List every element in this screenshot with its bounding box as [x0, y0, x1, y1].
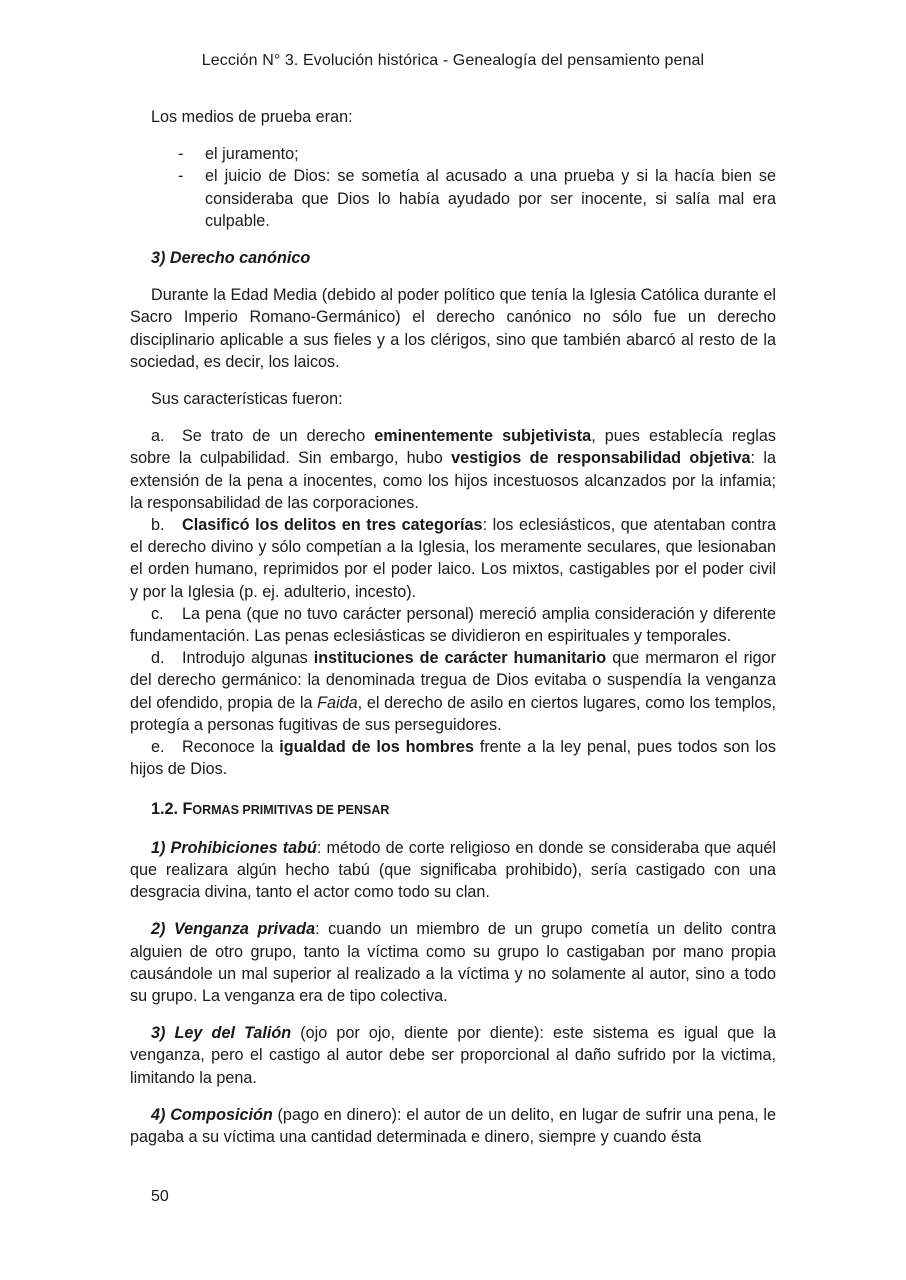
- list-item: - el juramento;: [130, 143, 776, 165]
- section-heading: 1.2. FORMAS PRIMITIVAS DE PENSAR: [151, 800, 390, 819]
- list-item: d. Introdujo algunas instituciones de carácter humanitario que mermaron el rigor del derecho germánico: la denominada tregua de Dios evitaba o suspendía la venganza del ofendido, propia de la Faida, el derecho de asilo en ciertos lugares, como los templos, protegía a personas fugitivas de sus perseguidores.: [130, 649, 776, 734]
- form-paragraph: 3) Ley del Talión (ojo por ojo, diente por diente): este sistema es igual que la venganza, pero el castigo al autor debe ser proporcional al daño sufrido por la victima, limitando la pena.: [130, 1024, 776, 1087]
- list-item: a. Se trato de un derecho eminentemente subjetivista, pues establecía reglas sobre la culpabilidad. Sin embargo, hubo vestigios de responsabilidad objetiva: la extensión de la pena a inocentes, como los hijos incestuosos alcanzados por la infamia; la responsabilidad de las corporaciones.: [130, 427, 776, 512]
- list-item: c. La pena (que no tuvo carácter personal) mereció amplia consideración y diferente fundamentación. Las penas eclesiásticas se dividieron en espirituales y temporales.: [130, 604, 776, 646]
- characteristics-list: [130, 425, 776, 780]
- list-item: e. Reconoce la igualdad de los hombres frente a la ley penal, pues todos son los hijos de Dios.: [130, 738, 777, 779]
- list-item: b. Clasificó los delitos en tres categorías: los eclesiásticos, que atentaban contra el derecho divino y sólo competían a la Iglesia, los meramente seculares, que lesionaban el orden humano, reprimidos por el poder laico. Los mixtos, castigables por el poder civil y por la Iglesia (p. ej. adulterio, incesto).: [130, 516, 776, 601]
- dash-bullet: -: [178, 167, 184, 186]
- proof-list: [130, 143, 776, 232]
- page-body: [130, 106, 776, 1148]
- form-paragraph: 1) Prohibiciones tabú: método de corte religioso en donde se consideraba que aquél que realizara algún hecho tabú (que significaba prohibido), sería castigado con una desgracia divina, tanto el actor como todo su clan.: [130, 838, 776, 902]
- form-paragraph: 2) Venganza privada: cuando un miembro de un grupo cometía un delito contra alguien de otro grupo, tanto la víctima como su grupo lo castigaban por mano propia causándole un mal superior al realizado a la víctima y no solamente al autor, sino a todo su grupo. La venganza era de tipo colectiva.: [130, 920, 776, 1005]
- form-paragraph: 4) Composición (pago en dinero): el autor de un delito, en lugar de sufrir una pena, le pagaba a su víctima una cantidad determinada e dinero, siempre y cuando ésta: [130, 1105, 776, 1146]
- characteristics-intro: Sus características fueron:: [151, 390, 343, 409]
- running-header: Lección N° 3. Evolución histórica - Genealogía del pensamiento penal: [201, 52, 705, 69]
- subsection-heading: 3) Derecho canónico: [151, 249, 311, 268]
- proof-intro: Los medios de prueba eran:: [151, 108, 353, 126]
- dash-bullet: -: [178, 145, 184, 164]
- canon-paragraph: Durante la Edad Media (debido al poder político que tenía la Iglesia Católica durante el Sacro Imperio Romano-Germánico) el derecho canónico no sólo fue un derecho disciplinario aplicable a sus fieles y a los clérigos, sino que también abarcó al resto de la sociedad, es decir, los laicos.: [130, 286, 776, 371]
- page-number: 50: [151, 1188, 169, 1205]
- list-item: - el juicio de Dios: se sometía al acusado a una prueba y si la hacía bien se consideraba que Dios lo había ayudado por ser inocente, si salía mal era culpable.: [178, 167, 776, 230]
